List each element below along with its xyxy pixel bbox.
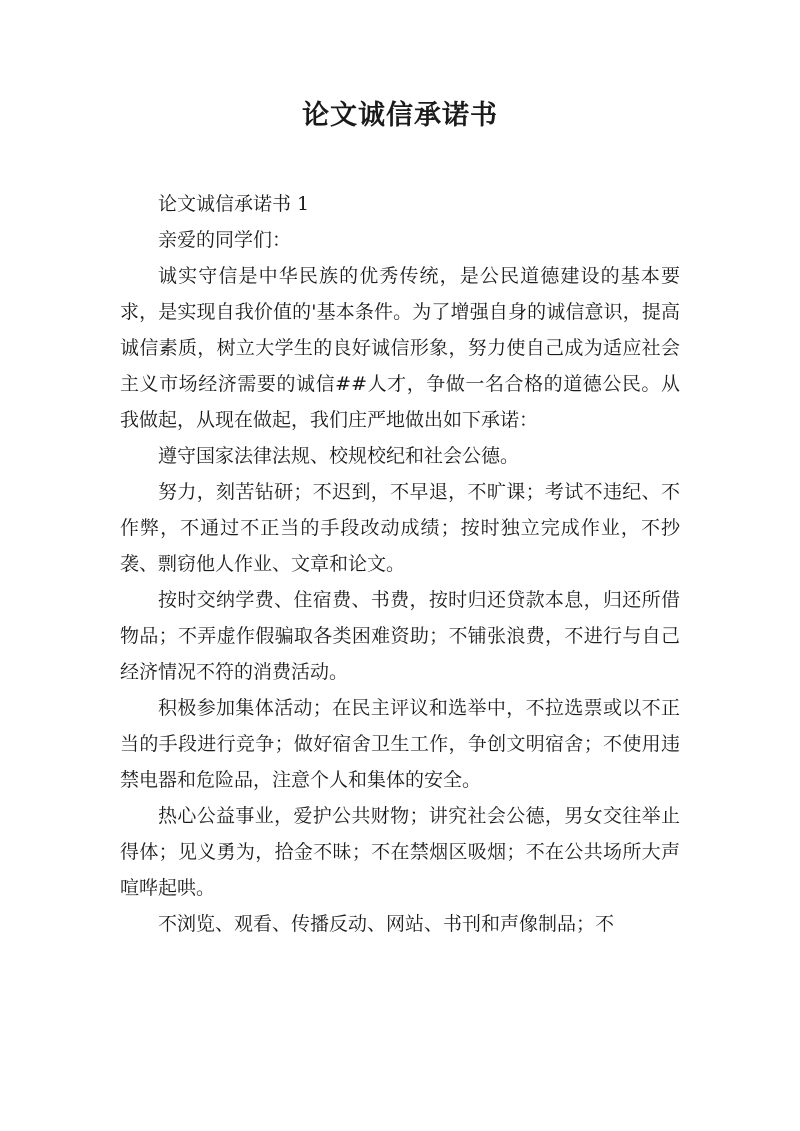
paragraph-subtitle: 论文诚信承诺书 1 (158, 193, 310, 215)
paragraph-pledge-activities: 积极参加集体活动；在民主评议和选举中，不拉选票或以不正当的手段进行竞争；做好宿舍卫生工作，争创文明宿舍；不使用违禁电器和危险品，注意个人和集体的安全。 (120, 697, 680, 791)
paragraph-salutation: 亲爱的同学们： (158, 229, 292, 251)
paragraph-intro: 诚实守信是中华民族的优秀传统，是公民道德建设的基本要求，是实现自我价值的'基本条件。为了增强自身的诚信意识，提高诚信素质，树立大学生的良好诚信形象，努力使自己成为适应社会主义市场经济需要的诚信##人才，争做一名合格的道德公民。从我做起，从现在做起，我们庄严地做出如下承诺： (120, 265, 680, 431)
paragraph-pledge-public: 热心公益事业，爱护公共财物；讲究社会公德，男女交往举止得体；见义勇为，拾金不昧；不在禁烟区吸烟；不在公共场所大声喧哗起哄。 (120, 805, 680, 899)
paragraph-pledge-media: 不浏览、观看、传播反动、网站、书刊和声像制品；不 (158, 913, 615, 935)
document-title: 论文诚信承诺书 (302, 100, 498, 131)
paragraph-pledge-study: 努力，刻苦钻研；不迟到，不早退，不旷课；考试不违纪、不作弊，不通过不正当的手段改动成绩；按时独立完成作业，不抄袭、剽窃他人作业、文章和论文。 (120, 481, 680, 575)
paragraph-pledge-law: 遵守国家法律法规、校规校纪和社会公德。 (158, 445, 520, 467)
paragraph-pledge-fees: 按时交纳学费、住宿费、书费，按时归还贷款本息，归还所借物品；不弄虚作假骗取各类困难资助；不铺张浪费，不进行与自己经济情况不符的消费活动。 (120, 589, 680, 683)
document-body (120, 186, 680, 942)
